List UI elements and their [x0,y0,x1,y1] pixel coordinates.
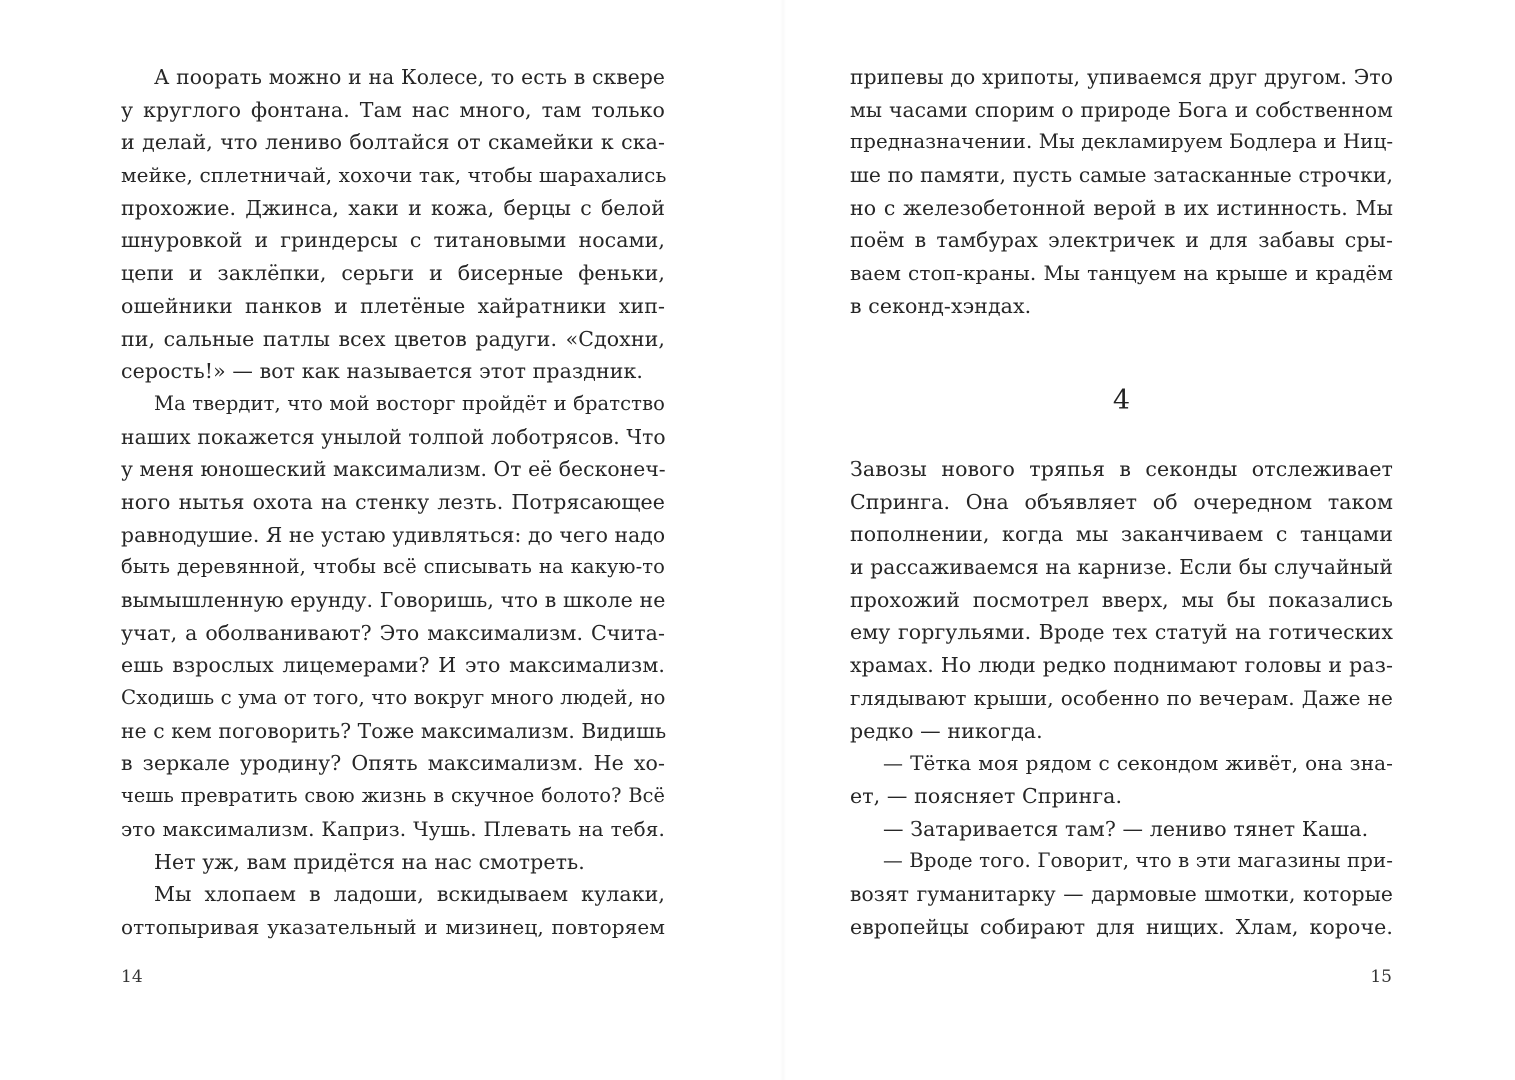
text-line: и делай, что лениво болтайся от скамейки к ска- [121,130,665,155]
text-line: мы часами спорим о природе Бога и собственном [850,97,1393,122]
text-line: у меня юношеский максимализм. От её бесконеч- [121,457,666,482]
text-line: в зеркале уродину? Опять максимализм. Не хо- [121,751,665,776]
text-line: ему горгульями. Вроде тех статуй на готических [850,620,1393,645]
text-line: вымышленную ерунду. Говоришь, что в школе не [121,588,666,612]
text-line: ного нытья охота на стенку лезть. Потрясающее [121,489,665,514]
text-line: европейцы собирают для нищих. Хлам, короче. [850,914,1393,939]
right-page [757,0,1515,1080]
page-number: 15 [1370,967,1392,987]
text-line: и рассаживаемся на карнизе. Если бы случайный [850,555,1393,580]
text-line: но с железобетонной верой в их истинность. Мы [850,195,1393,220]
left-page [0,0,757,1080]
text-line: наших покажется унылой толпой лоботрясов. Что [121,424,666,449]
text-line: у круглого фонтана. Там нас много, там только [121,97,665,122]
text-line: глядывают крыши, особенно по вечерам. Даже не [850,685,1393,710]
text-line: редко — никогда. [850,718,1043,743]
page-number: 14 [121,967,143,987]
text-line: — Затаривается там? — лениво тянет Каша. [883,816,1369,841]
text-line: не с кем поговорить? Тоже максимализм. Видишь [121,718,667,743]
text-line: поём в тамбурах электричек и для забавы сры- [850,228,1393,253]
text-line: Мы хлопаем в ладоши, вскидываем кулаки, [154,882,665,907]
text-line: — Тётка моя рядом с секондом живёт, она зна- [883,751,1393,776]
text-line: пи, сальные патлы всех цветов радуги. «Сдохни, [121,326,665,351]
text-line: это максимализм. Каприз. Чушь. Плевать на тебя. [121,816,665,841]
text-line: Нет уж, вам придётся на нас смотреть. [154,849,585,874]
text-line: возят гуманитарку — дармовые шмотки, которые [850,881,1393,906]
text-line: ешь взрослых лицемерами? И это максимализм. [121,653,665,678]
text-line: — Вроде того. Говорит, что в эти магазины при- [883,849,1393,873]
left-page-text [121,61,665,944]
text-line: Завозы нового тряпья в секонды отслеживает [850,457,1393,481]
text-line: храмах. Но люди редко поднимают головы и раз- [850,653,1393,678]
text-line: прохожие. Джинса, хаки и кожа, берцы с белой [121,195,665,220]
text-line: в секонд-хэндах. [850,293,1032,318]
text-line: равнодушие. Я не устаю удивляться: до чего надо [121,522,666,547]
text-line: Ма твердит, что мой восторг пройдёт и братство [154,391,665,415]
text-line: мейке, сплетничай, хохочи так, чтобы шарахались [121,163,667,188]
text-line: цепи и заклёпки, серьги и бисерные феньки, [121,261,665,286]
text-line: учат, а оболванивают? Это максимализм. Счита- [121,620,665,645]
text-line: быть деревянной, чтобы всё списывать на какую-то [121,555,665,579]
text-line: чешь превратить свою жизнь в скучное болото? Всё [121,784,665,808]
right-page-text-top [850,61,1393,323]
text-line: Сходишь с ума от того, что вокруг много людей, но [121,686,666,710]
text-line: пополнении, когда мы заканчиваем с танцами [850,522,1393,547]
text-line: А поорать можно и на Колесе, то есть в сквере [154,65,665,89]
text-line: предназначении. Мы декламируем Бодлера и Ниц- [850,130,1394,154]
text-line: ваем стоп-краны. Мы танцуем на крыше и крадём [850,261,1393,286]
right-page-text-bottom [850,453,1393,943]
text-line: ше по памяти, пусть самые затасканные строчки, [850,163,1393,188]
chapter-number: 4 [1112,385,1131,416]
text-line: ет, — поясняет Спринга. [850,783,1123,808]
text-line: оттопыривая указательный и мизинец, повторяем [121,914,665,939]
text-line: ошейники панков и плетёные хайратники хип- [121,293,665,318]
text-line: припевы до хрипоты, упиваемся друг другом. Это [850,65,1393,89]
text-line: серость!» — вот как называется этот праздник. [121,359,644,384]
text-line: прохожий посмотрел вверх, мы бы показались [850,587,1393,612]
text-line: Спринга. Она объявляет об очередном таком [850,489,1393,514]
text-line: шнуровкой и гриндерсы с титановыми носами, [121,228,665,253]
